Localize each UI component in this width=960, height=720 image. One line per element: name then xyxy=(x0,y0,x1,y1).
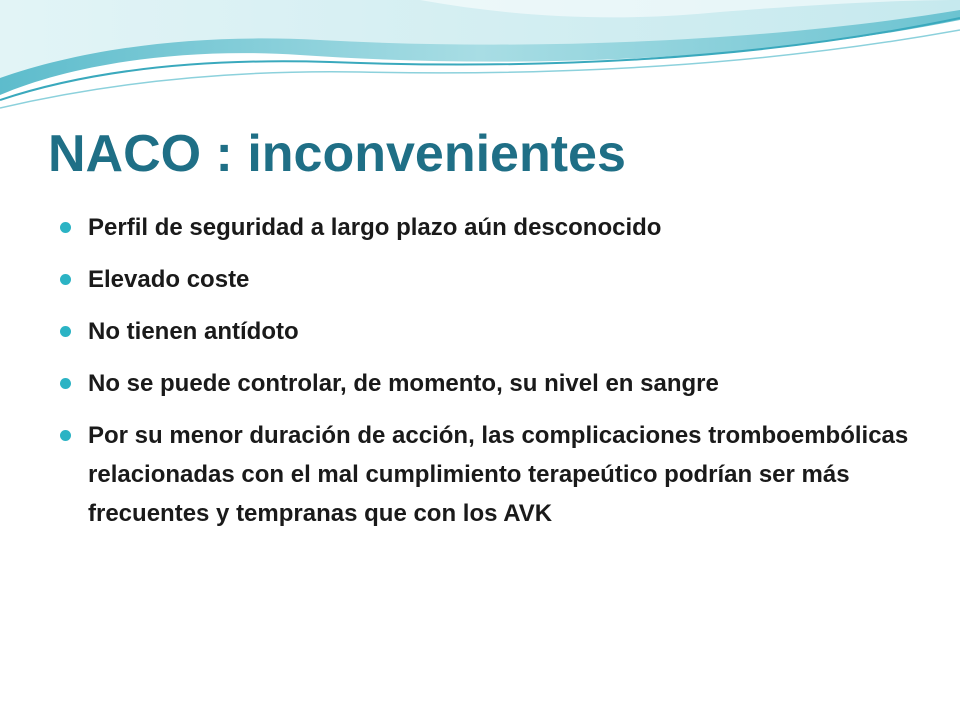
bullet-list xyxy=(60,208,910,546)
bullet-text: No tienen antídoto xyxy=(88,318,299,345)
bullet-text: No se puede controlar, de momento, su nivel en sangre xyxy=(88,370,719,397)
bullet-text: Elevado coste xyxy=(88,266,250,293)
bullet-item xyxy=(60,364,910,403)
bullet-dot-icon xyxy=(60,430,71,441)
bullet-dot-icon xyxy=(60,274,71,285)
bullet-item xyxy=(60,260,910,299)
bullet-text: Perfil de seguridad a largo plazo aún desconocido xyxy=(88,214,662,241)
header-wave-decoration xyxy=(0,0,960,110)
bullet-dot-icon xyxy=(60,222,71,233)
bullet-item xyxy=(60,208,910,247)
slide-title: NACO : inconvenientes xyxy=(48,125,626,183)
bullet-item xyxy=(60,416,910,533)
bullet-dot-icon xyxy=(60,326,71,337)
bullet-text: Por su menor duración de acción, las complicaciones tromboembólicas relacionadas con el mal cumplimiento terapeútico podrían ser más frecuentes y tempranas que con los AVK xyxy=(88,422,909,527)
bullet-item xyxy=(60,312,910,351)
bullet-dot-icon xyxy=(60,378,71,389)
